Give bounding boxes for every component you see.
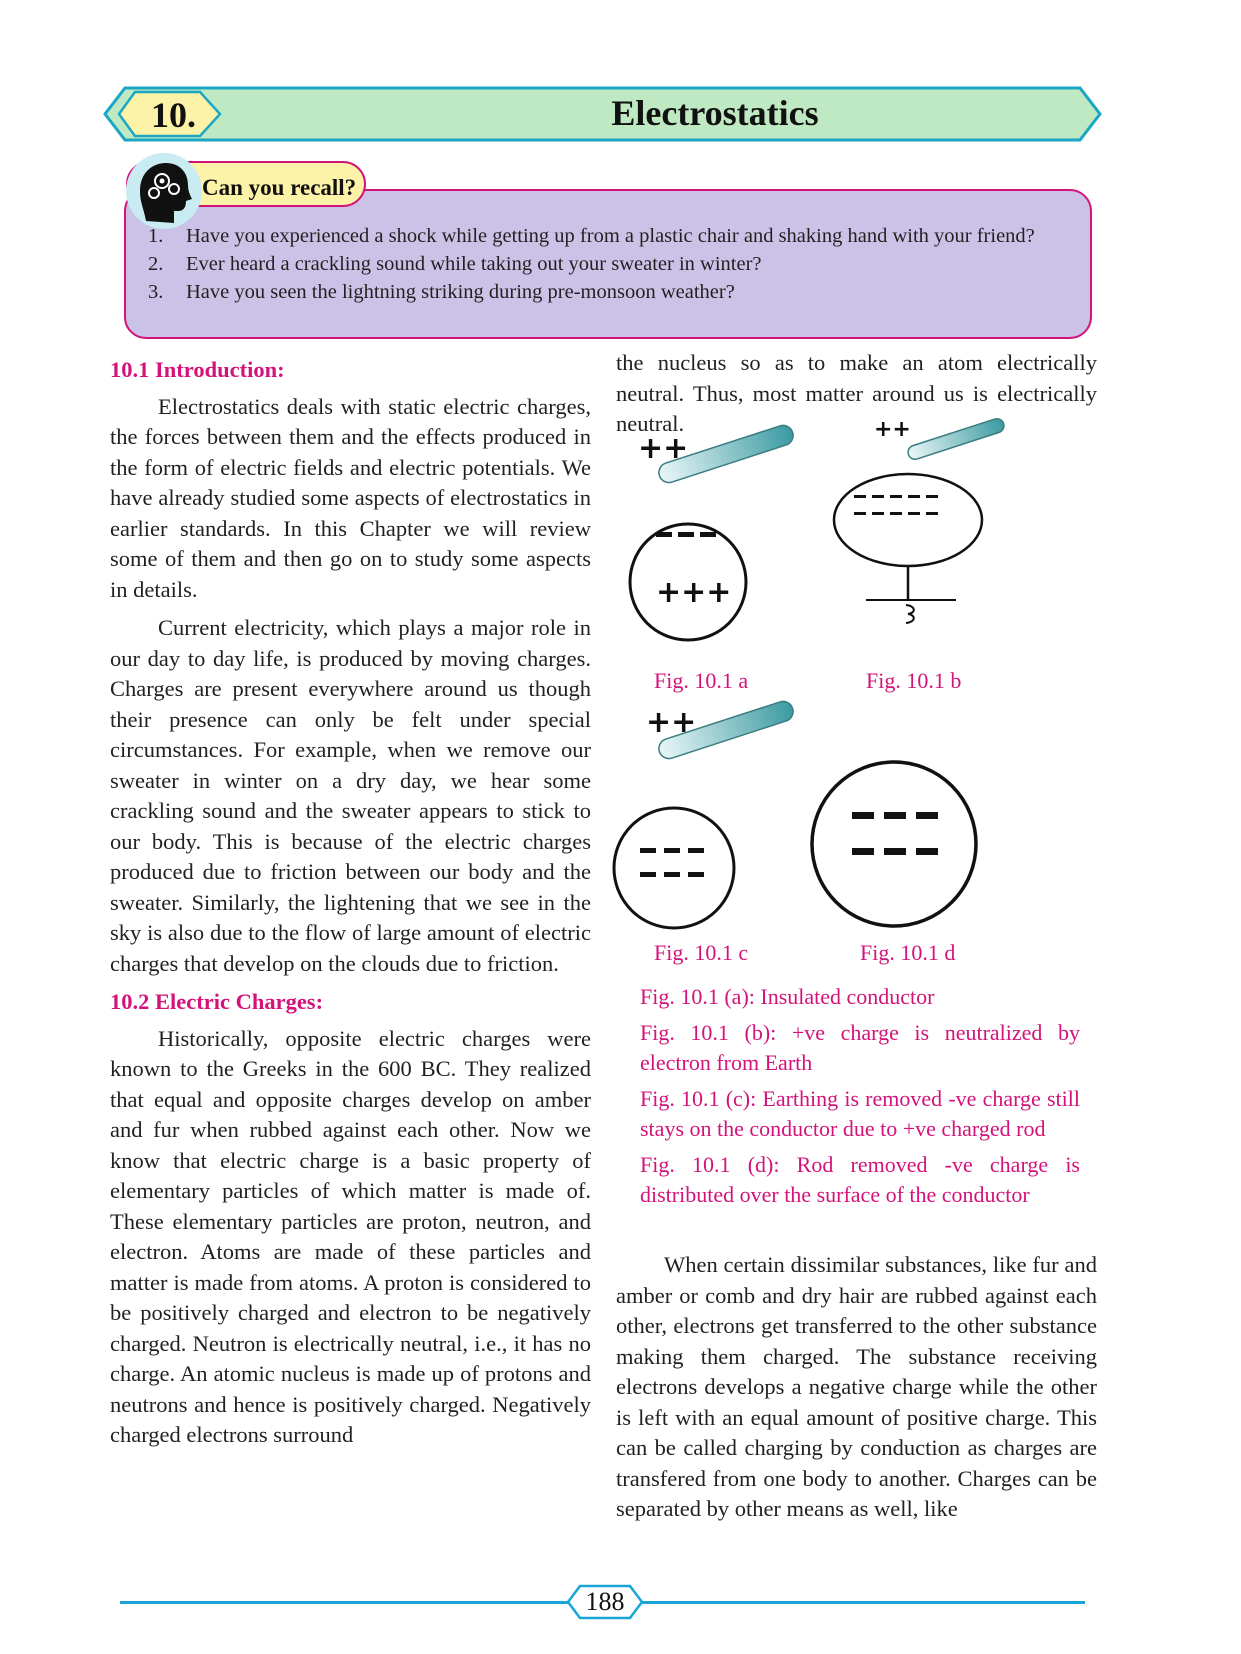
page-number: 188 xyxy=(585,1587,625,1616)
recall-label: Can you recall? xyxy=(202,175,357,200)
earth-symbol xyxy=(906,605,914,623)
figure-label-b: Fig. 10.1 b xyxy=(866,668,962,693)
positive-charges: +++ xyxy=(656,575,732,610)
charges-heading: 10.2 Electric Charges: xyxy=(110,989,324,1014)
conductor-sphere xyxy=(614,808,734,928)
figure-label-c: Fig. 10.1 c xyxy=(654,940,749,965)
list-item xyxy=(148,250,1088,278)
head-gears-icon xyxy=(124,151,204,231)
intro-heading: 10.1 Introduction: xyxy=(110,357,285,382)
intro-paragraph-1: Electrostatics deals with static electric charges, the forces between them and the effects produced in the form of electric fields and electric potentials. We have already studied some aspects of electrostatics in earlier standards. In this Chapter we will review some of them and then go on to study some aspects in details. xyxy=(110,393,591,602)
figure-a xyxy=(630,423,796,640)
list-item xyxy=(148,222,1088,250)
item-number: 3. xyxy=(148,281,164,303)
figure-c xyxy=(614,699,796,928)
figure-b xyxy=(834,417,1006,623)
negative-charges xyxy=(656,532,716,537)
caption-d: Fig. 10.1 (d): Rod removed -ve charge is distributed over the surface of the conductor xyxy=(640,1152,1080,1207)
chapter-title: Electrostatics xyxy=(611,93,819,133)
chapter-banner xyxy=(105,88,1100,140)
item-number: 1. xyxy=(148,225,164,247)
rod-charge-label: ++ xyxy=(874,417,911,442)
figure-d xyxy=(812,762,976,926)
intro-paragraph-2: Current electricity, which plays a major role in our day to day life, is produced by moving charges. Charges are present everywhere around us though their presence can only be felt under special circumstances. For example, when we remove our sweater in winter on a dry day, we hear some crackling sound and the sweater appears to stick to our body. This is because of the electric charges produced due to friction between our body and the sweater. Similarly, the lightening that we see in the sky is also due to the flow of large amount of electric charges that develop on the clouds due to friction. xyxy=(110,615,591,976)
chapter-number: 10. xyxy=(151,95,196,135)
item-number: 2. xyxy=(148,253,164,275)
item-text: Have you seen the lightning striking during pre-monsoon weather? xyxy=(186,281,735,303)
caption-c: Fig. 10.1 (c): Earthing is removed -ve charge still stays on the conductor due to +ve charged rod xyxy=(640,1086,1080,1141)
item-text: Ever heard a crackling sound while taking out your sweater in winter? xyxy=(186,253,762,275)
conductor-ellipse xyxy=(834,474,982,566)
charges-paragraph-1: Historically, opposite electric charges were known to the Greeks in the 600 BC. They realized that equal and opposite charges develop on amber and fur when rubbed against each other. Now we know that electric charge is a basic property of elementary particles of which matter is made of. These elementary particles are proton, neutron, and electron. Atoms are made of these particles and matter is made from atoms. A proton is considered to be positively charged and electron to be negatively charged. Neutron is electrically neutral, i.e., it has no charge. An atomic nucleus is made up of protons and neutrons and hence is positively charged. Negatively charged electrons surround xyxy=(110,1025,591,1447)
left-column xyxy=(110,355,591,1459)
right-paragraph-2: When certain dissimilar substances, like fur and amber or comb and dry hair are rubbed against each other, electrons get transferred to the other substance making them charged. The substance receiving electrons develops a negative charge while the other is left with an equal amount of positive charge. This can be called charging by conduction as charges are transfered from one body to another. Charges can be separated by other means as well, like xyxy=(616,1252,1097,1521)
rod-charge-label: ++ xyxy=(646,705,697,740)
item-text: Have you experienced a shock while getting up from a plastic chair and shaking hand with your friend? xyxy=(186,225,1035,247)
figure-label-a: Fig. 10.1 a xyxy=(654,668,749,693)
right-paragraph-1: the nucleus so as to make an atom electrically neutral. Thus, most matter around us is electrically neutral. xyxy=(616,350,1097,436)
figure-captions xyxy=(640,982,1080,1216)
conductor-sphere xyxy=(812,762,976,926)
figure-label-d: Fig. 10.1 d xyxy=(860,940,956,965)
list-item xyxy=(148,278,1088,306)
caption-a: Fig. 10.1 (a): Insulated conductor xyxy=(640,984,935,1009)
recall-list xyxy=(148,222,1088,306)
caption-b: Fig. 10.1 (b): +ve charge is neutralized by electron from Earth xyxy=(640,1020,1080,1075)
rod-charge-label: ++ xyxy=(638,431,689,466)
right-column-bottom xyxy=(616,1250,1097,1533)
